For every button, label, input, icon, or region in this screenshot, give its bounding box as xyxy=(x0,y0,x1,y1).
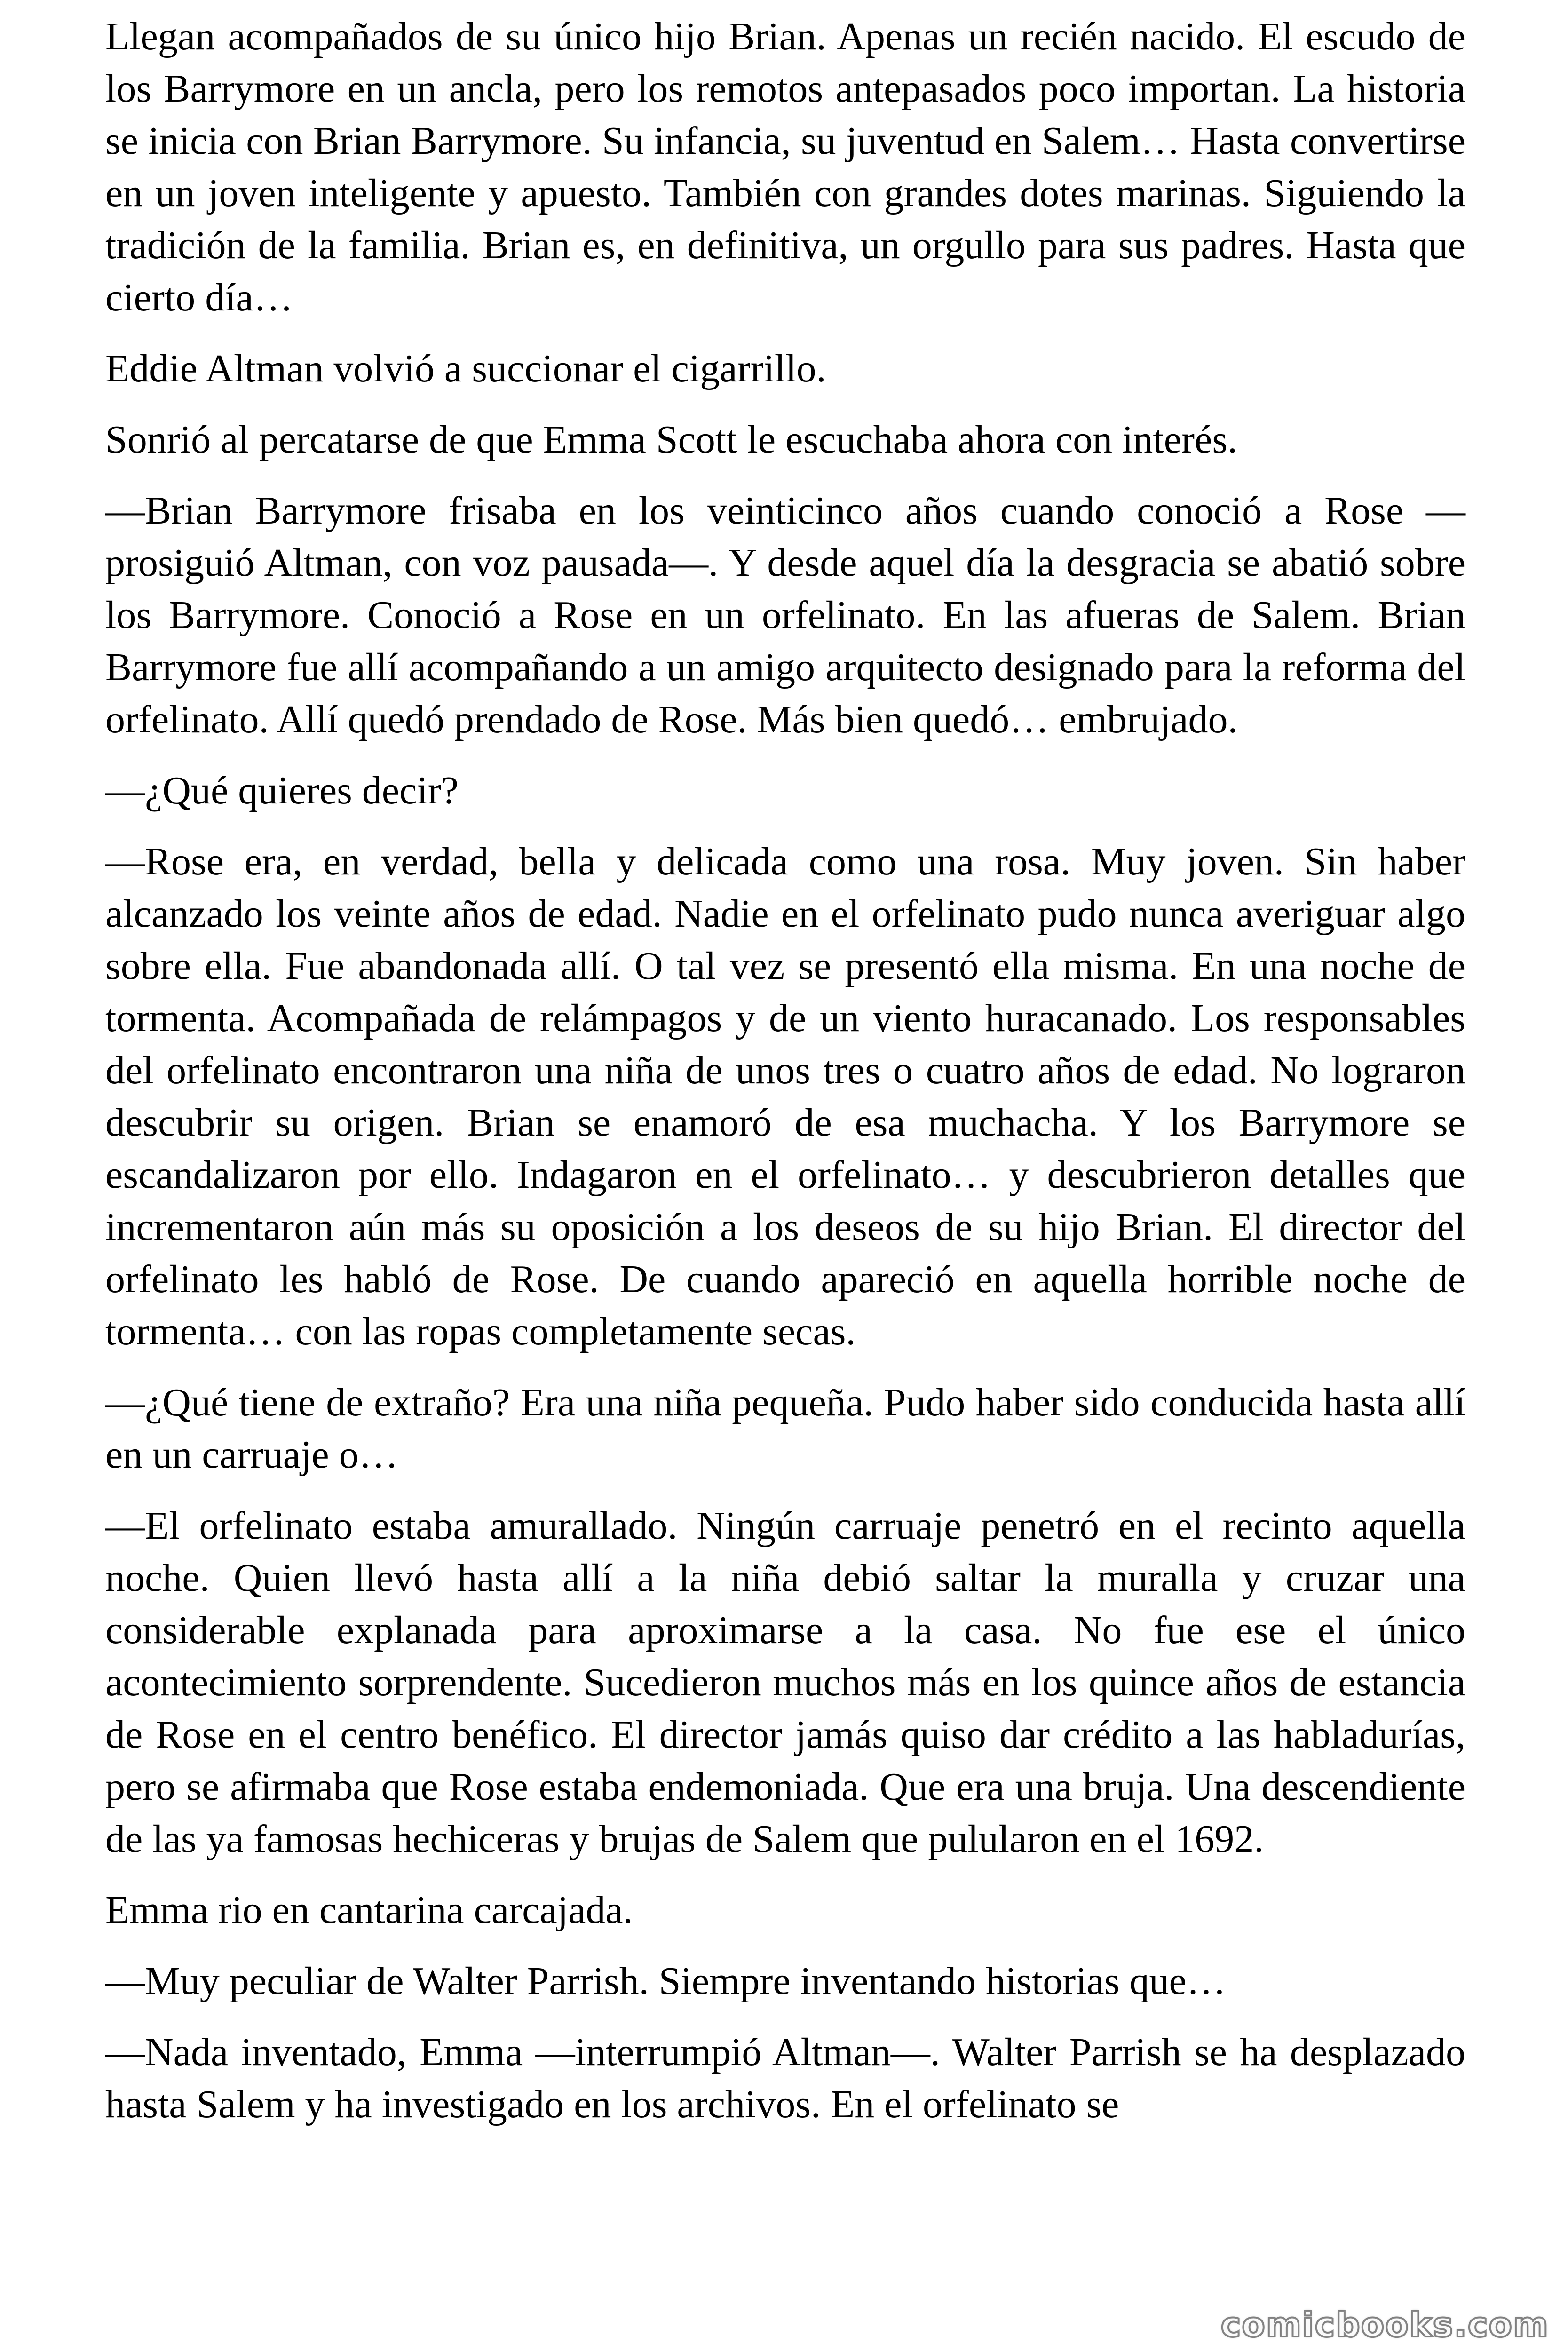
paragraph: —Rose era, en verdad, bella y delicada como una rosa. Muy joven. Sin haber alcanzado los veinte años de edad. Nadie en el orfelinato pudo nunca averiguar algo sobre ella. Fue abandonada allí. O tal vez se presentó ella misma. En una noche de tormenta. Acompañada de relámpagos y de un viento huracanado. Los responsables del orfelinato encontraron una niña de unos tres o cuatro años de edad. No lograron descubrir su origen. Brian se enamoró de esa muchacha. Y los Barrymore se escandalizaron por ello. Indagaron en el orfelinato… y descubrieron detalles que incrementaron aún más su oposición a los deseos de su hijo Brian. El director del orfelinato les habló de Rose. De cuando apareció en aquella horrible noche de tormenta… con las ropas completamente secas. xyxy=(105,840,1465,1353)
paragraph: Eddie Altman volvió a succionar el cigarrillo. xyxy=(105,347,826,390)
paragraph: Sonrió al percatarse de que Emma Scott le escuchaba ahora con interés. xyxy=(105,418,1238,461)
paragraph: —¿Qué tiene de extraño? Era una niña pequeña. Pudo haber sido conducida hasta allí en un carruaje o… xyxy=(105,1381,1465,1477)
watermark-logo: comicbooks.com xyxy=(1220,2305,1549,2344)
paragraph: —Muy peculiar de Walter Parrish. Siempre inventando historias que… xyxy=(105,1959,1226,2003)
paragraph: Emma rio en cantarina carcajada. xyxy=(105,1888,633,1932)
paragraph: —Nada inventado, Emma —interrumpió Altman—. Walter Parrish se ha desplazado hasta Salem y ha investigado en los archivos. En el orfelinato se xyxy=(105,2030,1465,2126)
paragraph: —Brian Barrymore frisaba en los veinticinco años cuando conoció a Rose —prosiguió Altman, con voz pausada—. Y desde aquel día la desgracia se abatió sobre los Barrymore. Conoció a Rose en un orfelinato. En las afueras de Salem. Brian Barrymore fue allí acompañando a un amigo arquitecto designado para la reforma del orfelinato. Allí quedó prendado de Rose. Más bien quedó… embrujado. xyxy=(105,489,1465,741)
book-page-text xyxy=(105,10,1465,2149)
paragraph: —¿Qué quieres decir? xyxy=(105,769,459,812)
paragraph: Llegan acompañados de su único hijo Brian. Apenas un recién nacido. El escudo de los Barrymore en un ancla, pero los remotos antepasados poco importan. La historia se inicia con Brian Barrymore. Su infancia, su juventud en Salem… Hasta convertirse en un joven inteligente y apuesto. También con grandes dotes marinas. Siguiendo la tradición de la familia. Brian es, en definitiva, un orgullo para sus padres. Hasta que cierto día… xyxy=(105,15,1465,319)
paragraph: —El orfelinato estaba amurallado. Ningún carruaje penetró en el recinto aquella noche. Quien llevó hasta allí a la niña debió saltar la muralla y cruzar una considerable explanada para aproximarse a la casa. No fue ese el único acontecimiento sorprendente. Sucedieron muchos más en los quince años de estancia de Rose en el centro benéfico. El director jamás quiso dar crédito a las habladurías, pero se afirmaba que Rose estaba endemoniada. Que era una bruja. Una descendiente de las ya famosas hechiceras y brujas de Salem que pulularon en el 1692. xyxy=(105,1504,1465,1861)
